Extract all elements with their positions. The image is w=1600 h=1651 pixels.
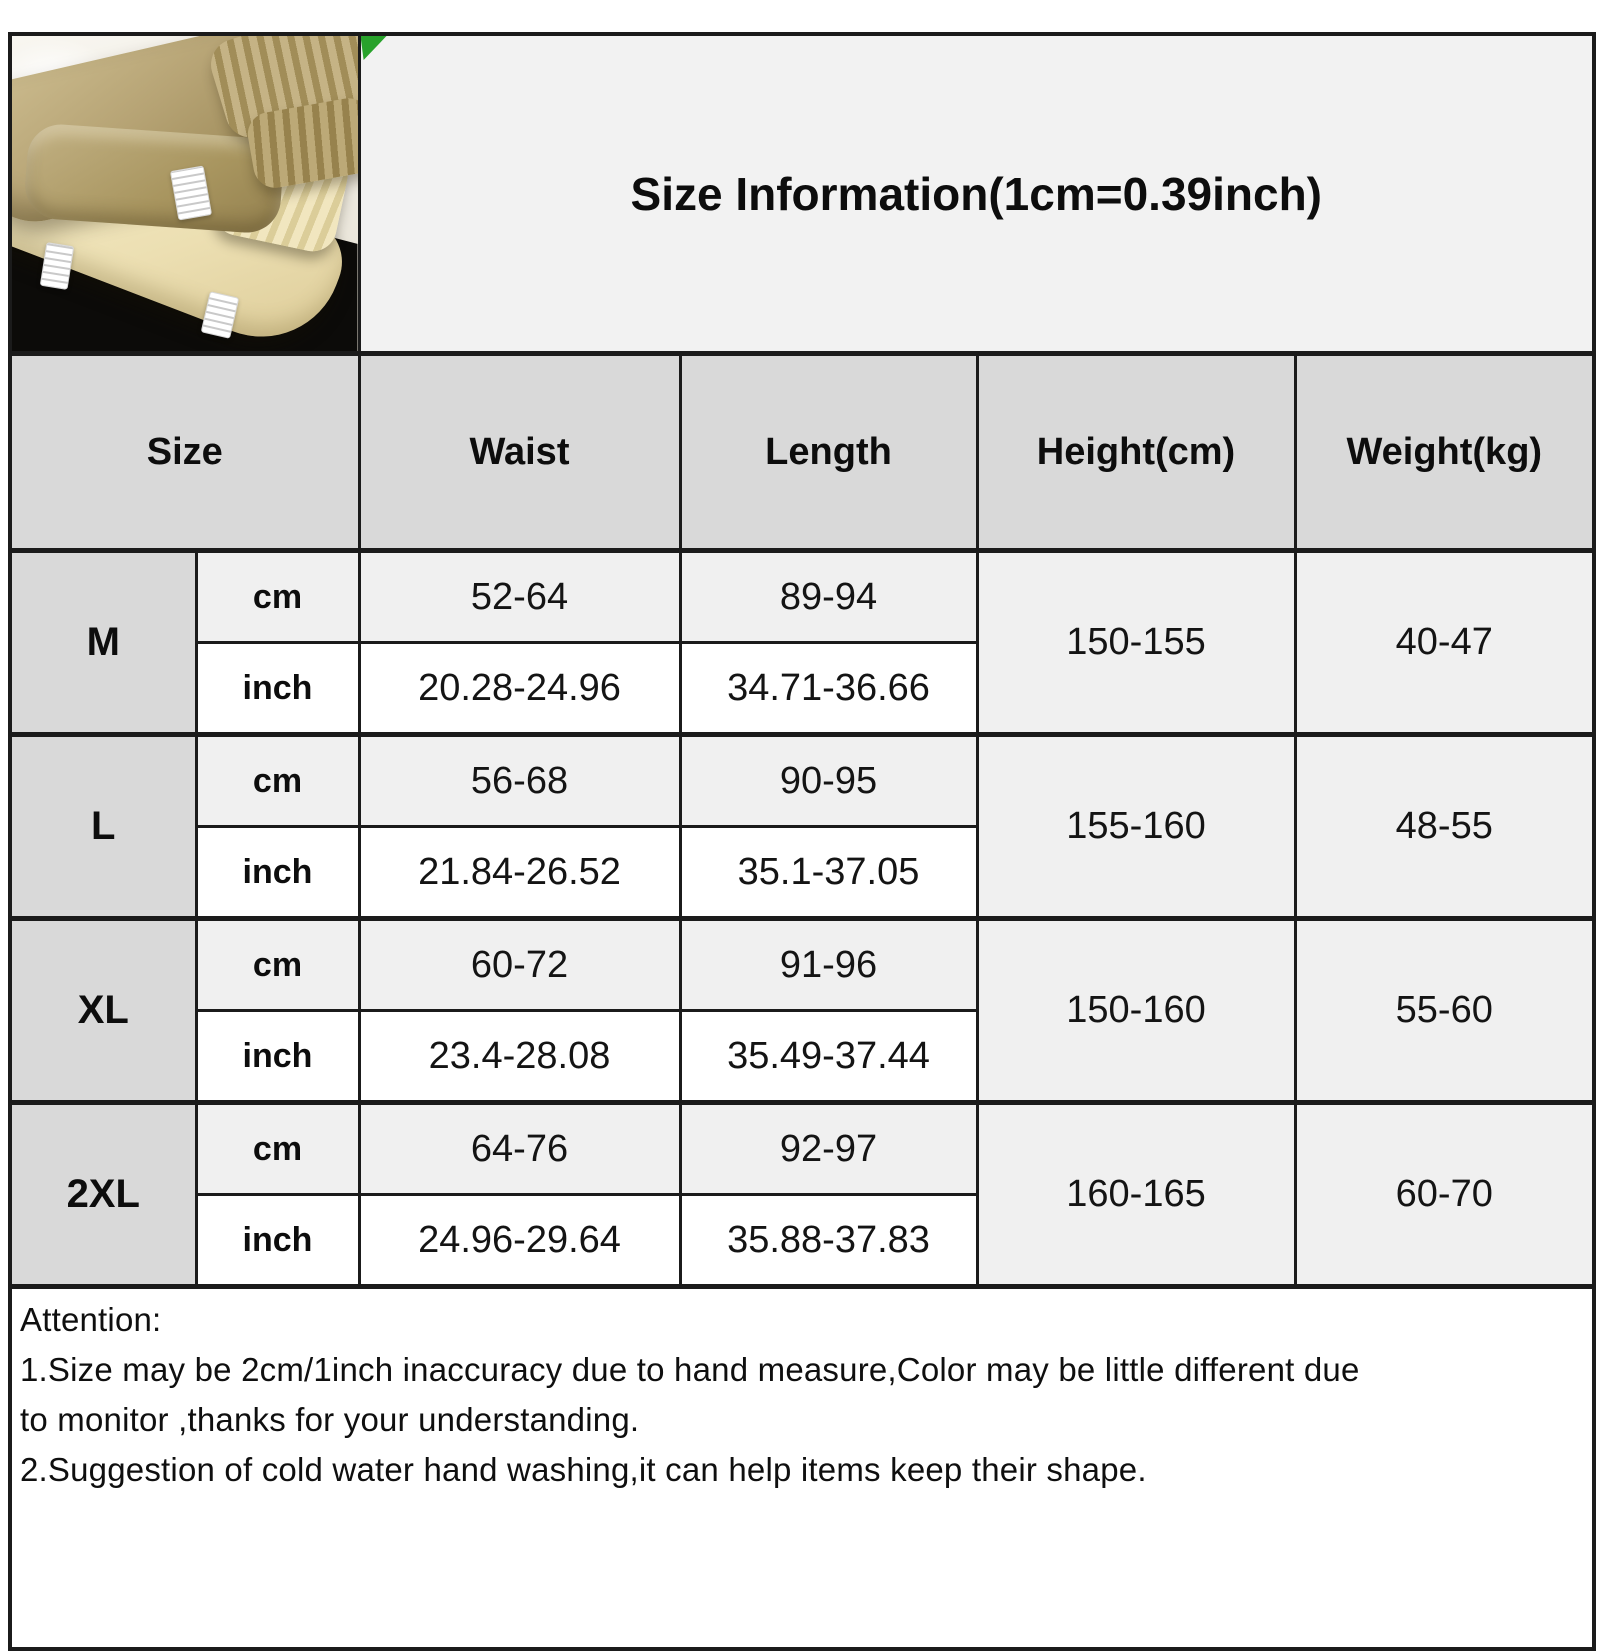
unit-cm: cm bbox=[196, 1103, 359, 1195]
product-photo-cell bbox=[10, 34, 359, 354]
unit-inch: inch bbox=[196, 643, 359, 735]
header-size: Size bbox=[10, 354, 359, 551]
table-row bbox=[10, 735, 1594, 827]
table-row bbox=[10, 919, 1594, 1011]
attention-line: 1.Size may be 2cm/1inch inaccuracy due to hand measure,Color may be little different due bbox=[20, 1351, 1360, 1388]
table-header-row bbox=[10, 354, 1594, 551]
size-label-l: L bbox=[10, 735, 196, 919]
attention-heading: Attention: bbox=[20, 1301, 162, 1338]
height-m: 150-155 bbox=[977, 551, 1295, 735]
top-row bbox=[10, 34, 1594, 354]
page-title: Size Information(1cm=0.39inch) bbox=[630, 167, 1322, 220]
waist-inch-m: 20.28-24.96 bbox=[359, 643, 680, 735]
khaki-pants-fold bbox=[23, 122, 285, 234]
length-inch-2xl: 35.88-37.83 bbox=[680, 1195, 977, 1287]
unit-cm: cm bbox=[196, 919, 359, 1011]
size-chart-sheet bbox=[8, 32, 1592, 1651]
unit-inch: inch bbox=[196, 1195, 359, 1287]
size-table bbox=[8, 32, 1596, 1651]
length-cm-2xl: 92-97 bbox=[680, 1103, 977, 1195]
length-inch-xl: 35.49-37.44 bbox=[680, 1011, 977, 1103]
weight-m: 40-47 bbox=[1295, 551, 1594, 735]
waist-cm-l: 56-68 bbox=[359, 735, 680, 827]
attention-row bbox=[10, 1287, 1594, 1650]
length-cm-m: 89-94 bbox=[680, 551, 977, 643]
length-cm-xl: 91-96 bbox=[680, 919, 977, 1011]
header-waist: Waist bbox=[359, 354, 680, 551]
size-label-xl: XL bbox=[10, 919, 196, 1103]
header-weight: Weight(kg) bbox=[1295, 354, 1594, 551]
table-row bbox=[10, 551, 1594, 643]
waist-inch-2xl: 24.96-29.64 bbox=[359, 1195, 680, 1287]
unit-cm: cm bbox=[196, 551, 359, 643]
weight-2xl: 60-70 bbox=[1295, 1103, 1594, 1287]
green-corner-marker-icon bbox=[361, 36, 387, 60]
unit-cm: cm bbox=[196, 735, 359, 827]
header-height: Height(cm) bbox=[977, 354, 1295, 551]
product-photo bbox=[12, 36, 358, 351]
waist-cm-m: 52-64 bbox=[359, 551, 680, 643]
waist-inch-xl: 23.4-28.08 bbox=[359, 1011, 680, 1103]
waist-inch-l: 21.84-26.52 bbox=[359, 827, 680, 919]
size-label-m: M bbox=[10, 551, 196, 735]
weight-l: 48-55 bbox=[1295, 735, 1594, 919]
unit-inch: inch bbox=[196, 1011, 359, 1103]
weight-xl: 55-60 bbox=[1295, 919, 1594, 1103]
header-length: Length bbox=[680, 354, 977, 551]
unit-inch: inch bbox=[196, 827, 359, 919]
length-cm-l: 90-95 bbox=[680, 735, 977, 827]
waist-cm-xl: 60-72 bbox=[359, 919, 680, 1011]
waist-cm-2xl: 64-76 bbox=[359, 1103, 680, 1195]
size-label-2xl: 2XL bbox=[10, 1103, 196, 1287]
height-l: 155-160 bbox=[977, 735, 1295, 919]
height-2xl: 160-165 bbox=[977, 1103, 1295, 1287]
attention-note bbox=[10, 1287, 1594, 1650]
height-xl: 150-160 bbox=[977, 919, 1295, 1103]
table-row bbox=[10, 1103, 1594, 1195]
length-inch-l: 35.1-37.05 bbox=[680, 827, 977, 919]
attention-line: 2.Suggestion of cold water hand washing,it can help items keep their shape. bbox=[20, 1451, 1147, 1488]
attention-line: to monitor ,thanks for your understanding. bbox=[20, 1401, 640, 1438]
length-inch-m: 34.71-36.66 bbox=[680, 643, 977, 735]
title-cell bbox=[359, 34, 1594, 354]
